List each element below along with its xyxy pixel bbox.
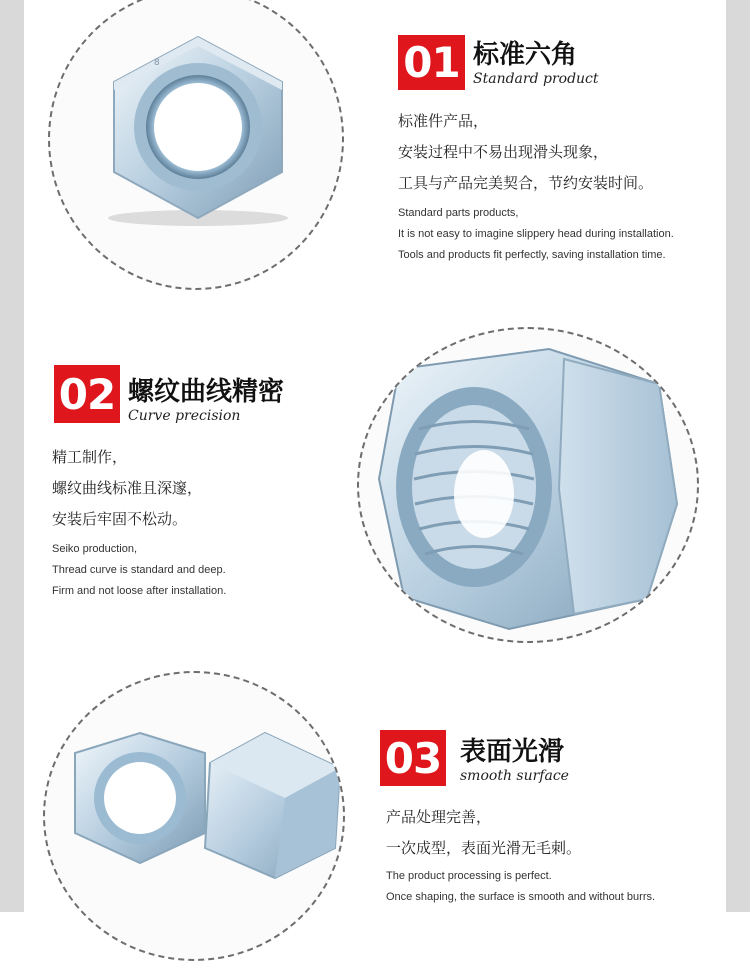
description-en-line: Standard parts products, xyxy=(398,207,519,219)
description-en-line: The product processing is perfect. xyxy=(386,870,552,882)
hex-nut-pair-icon xyxy=(45,673,345,961)
description-en-line: Thread curve is standard and deep. xyxy=(52,564,226,576)
description-cn-line: 精工制作， xyxy=(52,448,128,466)
title-english: smooth surface xyxy=(460,768,569,784)
description-cn-line: 螺纹曲线标准且深邃， xyxy=(52,479,203,497)
hex-nut-closeup-icon xyxy=(359,329,699,643)
section-number-badge: 02 xyxy=(54,365,120,423)
hex-nut-front-icon xyxy=(50,0,344,290)
description-block xyxy=(386,802,655,908)
description-en-line: Tools and products fit perfectly, saving installation time. xyxy=(398,249,666,261)
description-cn-line: 安装过程中不易出现滑头现象， xyxy=(398,143,609,161)
section-number-badge: 03 xyxy=(380,730,446,786)
product-image-circle xyxy=(48,0,344,290)
description-cn-line: 工具与产品完美契合，节约安装时间。 xyxy=(398,174,654,192)
section-smooth-surface xyxy=(0,660,750,912)
section-number-badge: 01 xyxy=(398,35,465,90)
description-en-line: It is not easy to imagine slippery head during installation. xyxy=(398,228,674,240)
section-curve-precision xyxy=(0,300,750,660)
description-cn-line: 标准件产品， xyxy=(398,112,489,130)
description-cn-line: 安装后牢固不松动。 xyxy=(52,510,188,528)
section-title xyxy=(473,40,599,88)
product-image-circle xyxy=(43,671,345,961)
title-english: Standard product xyxy=(473,71,599,87)
description-en-line: Seiko production, xyxy=(52,543,137,555)
svg-text:8: 8 xyxy=(154,58,160,68)
title-chinese: 表面光滑 xyxy=(460,737,565,767)
title-english: Curve precision xyxy=(128,408,241,424)
section-title xyxy=(460,737,569,785)
section-standard-product xyxy=(0,0,750,300)
title-chinese: 螺纹曲线精密 xyxy=(128,377,285,407)
description-block xyxy=(398,106,674,266)
description-cn-line: 一次成型，表面光滑无毛刺。 xyxy=(386,839,582,857)
title-chinese: 标准六角 xyxy=(473,40,578,70)
description-block xyxy=(52,442,226,602)
description-cn-line: 产品处理完善， xyxy=(386,808,492,826)
description-en-line: Once shaping, the surface is smooth and without burrs. xyxy=(386,891,656,903)
section-title xyxy=(128,377,284,425)
description-en-line: Firm and not loose after installation. xyxy=(52,585,227,597)
product-image-circle xyxy=(357,327,699,643)
